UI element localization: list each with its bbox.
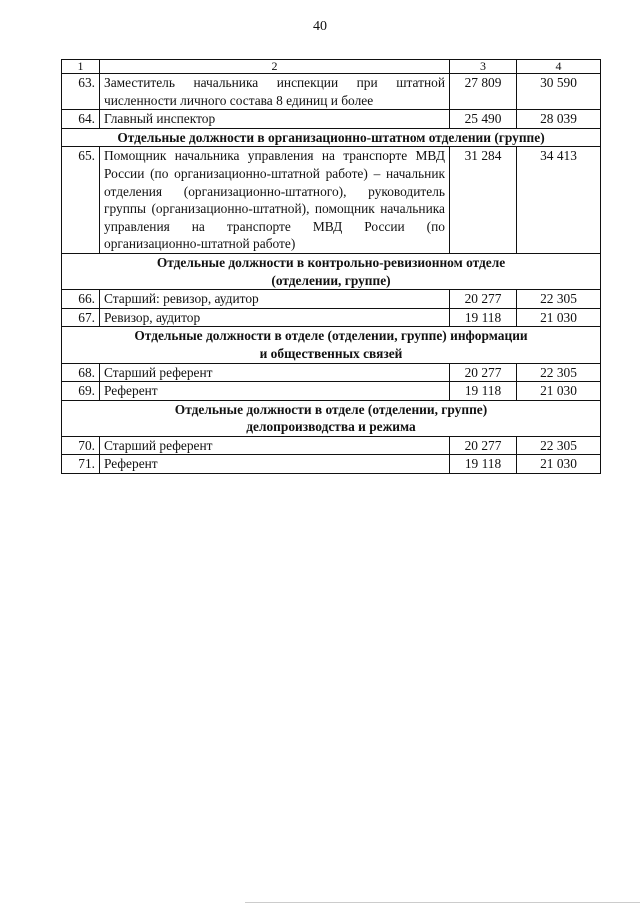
salary-value-min: 20 277	[450, 363, 517, 382]
section-title-line: делопроизводства и режима	[246, 419, 416, 435]
section-title-line: Отдельные должности в отделе (отделении, группе) информации	[134, 328, 528, 344]
salary-value-min: 20 277	[450, 436, 517, 455]
table-row	[62, 308, 601, 327]
row-number: 67.	[62, 308, 100, 327]
table-row	[62, 436, 601, 455]
row-number: 69.	[62, 382, 100, 401]
section-title: Отдельные должности в организационно-штатном отделении (группе)	[62, 128, 601, 147]
position-name: Референт	[100, 382, 450, 401]
position-name: Заместитель начальника инспекции при штатной численности личного состава 8 единиц и более	[100, 74, 450, 110]
section-title-line: и общественных связей	[259, 345, 403, 361]
section-title	[62, 327, 601, 363]
salary-table	[61, 59, 601, 474]
table-row	[62, 110, 601, 129]
row-number: 68.	[62, 363, 100, 382]
position-name: Старший референт	[100, 436, 450, 455]
row-number: 71.	[62, 455, 100, 474]
row-number: 65.	[62, 147, 100, 254]
table-row	[62, 147, 601, 254]
position-name: Старший: ревизор, аудитор	[100, 290, 450, 309]
table-row	[62, 363, 601, 382]
salary-value-max: 21 030	[517, 308, 601, 327]
position-name: Ревизор, аудитор	[100, 308, 450, 327]
column-header-2: 2	[100, 60, 450, 74]
section-header-row	[62, 327, 601, 363]
salary-value-max: 21 030	[517, 455, 601, 474]
section-title-line: Отдельные должности в контрольно-ревизионном отделе	[156, 254, 506, 270]
table-header-row	[62, 60, 601, 74]
row-number: 64.	[62, 110, 100, 129]
salary-value-max: 30 590	[517, 74, 601, 110]
salary-value-min: 31 284	[450, 147, 517, 254]
section-header-row	[62, 253, 601, 289]
salary-value-max: 34 413	[517, 147, 601, 254]
table-row	[62, 290, 601, 309]
salary-value-max: 22 305	[517, 363, 601, 382]
salary-value-min: 27 809	[450, 74, 517, 110]
section-title	[62, 400, 601, 436]
position-name: Помощник начальника управления на транспорте МВД России (по организационно-штатной работе) – начальник отделения (организационно-штатного), руководитель группы (организационно-штатной), помощник начальника управления на транспорте МВД России (по организационно-штатной работе)	[100, 147, 450, 254]
salary-value-min: 19 118	[450, 308, 517, 327]
section-header-row	[62, 128, 601, 147]
salary-value-max: 22 305	[517, 436, 601, 455]
page-number: 40	[313, 19, 327, 34]
row-number: 66.	[62, 290, 100, 309]
position-name: Старший референт	[100, 363, 450, 382]
section-title	[62, 253, 601, 289]
table-row	[62, 382, 601, 401]
row-number: 70.	[62, 436, 100, 455]
salary-value-min: 20 277	[450, 290, 517, 309]
row-number: 63.	[62, 74, 100, 110]
position-name: Референт	[100, 455, 450, 474]
section-title-line: (отделении, группе)	[271, 272, 391, 288]
salary-value-max: 28 039	[517, 110, 601, 129]
column-header-3: 3	[450, 60, 517, 74]
column-header-4: 4	[517, 60, 601, 74]
page-edge-line	[245, 902, 640, 903]
salary-value-min: 19 118	[450, 382, 517, 401]
position-name: Главный инспектор	[100, 110, 450, 129]
salary-value-min: 19 118	[450, 455, 517, 474]
column-header-1: 1	[62, 60, 100, 74]
section-header-row	[62, 400, 601, 436]
table-row	[62, 455, 601, 474]
table-row	[62, 74, 601, 110]
salary-value-max: 22 305	[517, 290, 601, 309]
section-title-line: Отдельные должности в отделе (отделении, группе)	[174, 401, 488, 417]
salary-value-min: 25 490	[450, 110, 517, 129]
salary-value-max: 21 030	[517, 382, 601, 401]
